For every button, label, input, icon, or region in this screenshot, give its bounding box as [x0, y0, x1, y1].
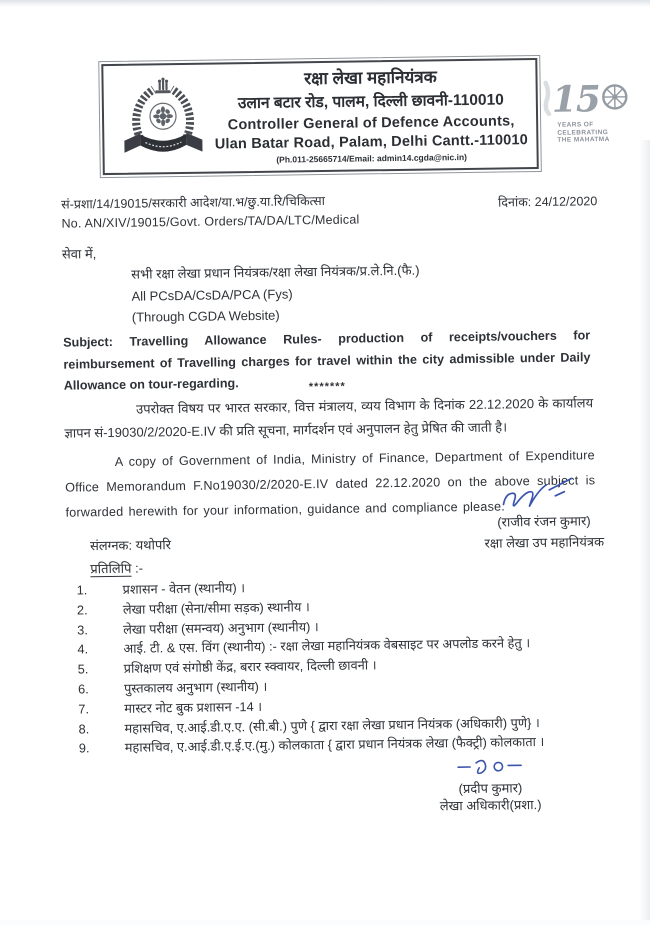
signer2-designation: लेखा अधिकारी(प्रशा.)	[386, 795, 596, 815]
list-item-text: मास्टर नोट बुक प्रशासन -14 ।	[124, 697, 262, 717]
list-item-text: महासचिव, ए.आई.डी.ए.ई.ए.(मु.) कोलकाता { द्वारा प्रधान नियंत्रक लेखा (फैक्ट्री) कोलकाता ।	[125, 732, 545, 756]
signer2-name: (प्रदीप कुमार)	[385, 778, 595, 798]
copy-to-label: प्रतिलिपि :-	[90, 559, 143, 578]
copy-distribution-list	[76, 573, 644, 759]
body-paragraph-english: A copy of Government of India, Ministry of Finance, Department of Expenditure Office Memorandum F.No19030/2/2020-E.IV dated 22.12.2020 on the above subject is forwarded herewith for your information, guidance and compliance please.	[65, 443, 596, 525]
mahatma-150-anniversary-logo	[540, 78, 633, 145]
addressee-block	[131, 260, 420, 329]
anniversary-caption-line3: THE MAHATMA	[557, 136, 632, 145]
addressee-line-2: All PCsDA/CsDA/PCA (Fys)	[131, 281, 420, 307]
list-item-number: 5.	[78, 661, 124, 677]
anniversary-number: 15	[552, 79, 601, 120]
org-title-english: Controller General of Defence Accounts,	[210, 112, 532, 135]
list-item-text: पुस्तकालय अनुभाग (स्थानीय) ।	[124, 677, 268, 697]
contact-line: (Ph.011-25665714/Email: admin14.cgda@nic.in)	[211, 150, 533, 167]
list-item-number: 8.	[78, 720, 124, 736]
list-item-number: 3.	[77, 621, 123, 637]
list-item-text: लेखा परीक्षा (समन्वय) अनुभाग (स्थानीय) ।	[123, 617, 319, 638]
list-item-number: 2.	[77, 602, 123, 618]
charkha-spinning-wheel-icon	[600, 81, 630, 116]
addressee-line-1: सभी रक्षा लेखा प्रधान नियंत्रक/रक्षा लेखा नियंत्रक/प्र.ले.नि.(फै.)	[131, 260, 420, 286]
secondary-signature-block	[385, 752, 596, 815]
initials-scrawl-icon	[385, 752, 595, 781]
anniversary-caption-line1: YEARS OF	[557, 121, 632, 130]
signer-designation: रक्षा लेखा उप महानियंत्रक	[484, 531, 604, 554]
defence-accounts-department-crest-icon	[115, 74, 210, 170]
reference-number-hindi: सं-प्रशा/14/19015/सरकारी आदेश/या.भ/छु.या.रि/चिकित्सा	[61, 192, 325, 213]
body-paragraph-hindi: उपरोक्त विषय पर भारत सरकार, वित्त मंत्रालय, व्यय विभाग के दिनांक 22.12.2020 के कार्यालय ज्ञापन सं-19030/2/2020-E.IV की प्रति सूचना, मार्गदर्शन एवं अनुपालन हेतु प्रेषित की जाती है।	[64, 392, 594, 444]
list-item-number: 1.	[77, 582, 123, 598]
asterisk-separator: *******	[64, 377, 591, 396]
list-item-number: 4.	[77, 641, 123, 657]
list-item-text: प्रशासन - वेतन (स्थानीय) ।	[122, 578, 245, 598]
list-item-number: 6.	[78, 681, 124, 697]
list-item-text: लेखा परीक्षा (सेना/सीमा सड़क) स्थानीय ।	[123, 597, 310, 618]
list-item-text: प्रशिक्षण एवं संगोष्ठी केंद्र, बरार स्क्वायर, दिल्ली छावनी ।	[124, 655, 377, 677]
org-address-hindi: उलान बटार रोड, पालम, दिल्ली छावनी-110010	[210, 88, 532, 116]
list-item-number: 9.	[79, 740, 125, 756]
letterhead-text	[209, 63, 532, 167]
signer-name: (राजीव रंजन कुमार)	[484, 510, 604, 533]
anniversary-caption-line2: CELEBRATING	[557, 128, 632, 137]
reference-number-english: No. AN/XIV/19015/Govt. Orders/TA/DA/LTC/Medical	[61, 213, 359, 231]
subject-paragraph: Subject: Travelling Allowance Rules- production of receipts/vouchers for reimbursement of Travelling charges for travel within the city admissible under Daily Allowance on tour-regarding.	[63, 325, 591, 397]
primary-signature-block	[484, 510, 604, 554]
letterhead-box	[101, 58, 539, 175]
letter-date: दिनांक: 24/12/2020	[498, 192, 597, 210]
org-title-hindi: रक्षा लेखा महानियंत्रक	[209, 63, 531, 92]
addressee-line-3: (Through CGDA Website)	[132, 303, 421, 329]
list-item-text: महासचिव, ए.आई.डी.ए.ए. (सी.बी.) पुणे { द्वारा रक्षा लेखा प्रधान नियंत्रक (अधिकारी) पुणे} ।	[124, 713, 539, 737]
org-address-english: Ulan Batar Road, Palam, Delhi Cantt.-110010	[210, 131, 532, 154]
gandhi-silhouette-icon	[540, 78, 553, 121]
salutation: सेवा में,	[62, 244, 97, 262]
list-item-number: 7.	[78, 701, 124, 717]
list-item-text: आई. टी. & एस. विंग (स्थानीय) :- रक्षा लेखा महानियंत्रक वेबसाइट पर अपलोड करने हेतु ।	[123, 634, 530, 658]
enclosure-line: संलग्नक: यथोपरि	[90, 535, 171, 554]
